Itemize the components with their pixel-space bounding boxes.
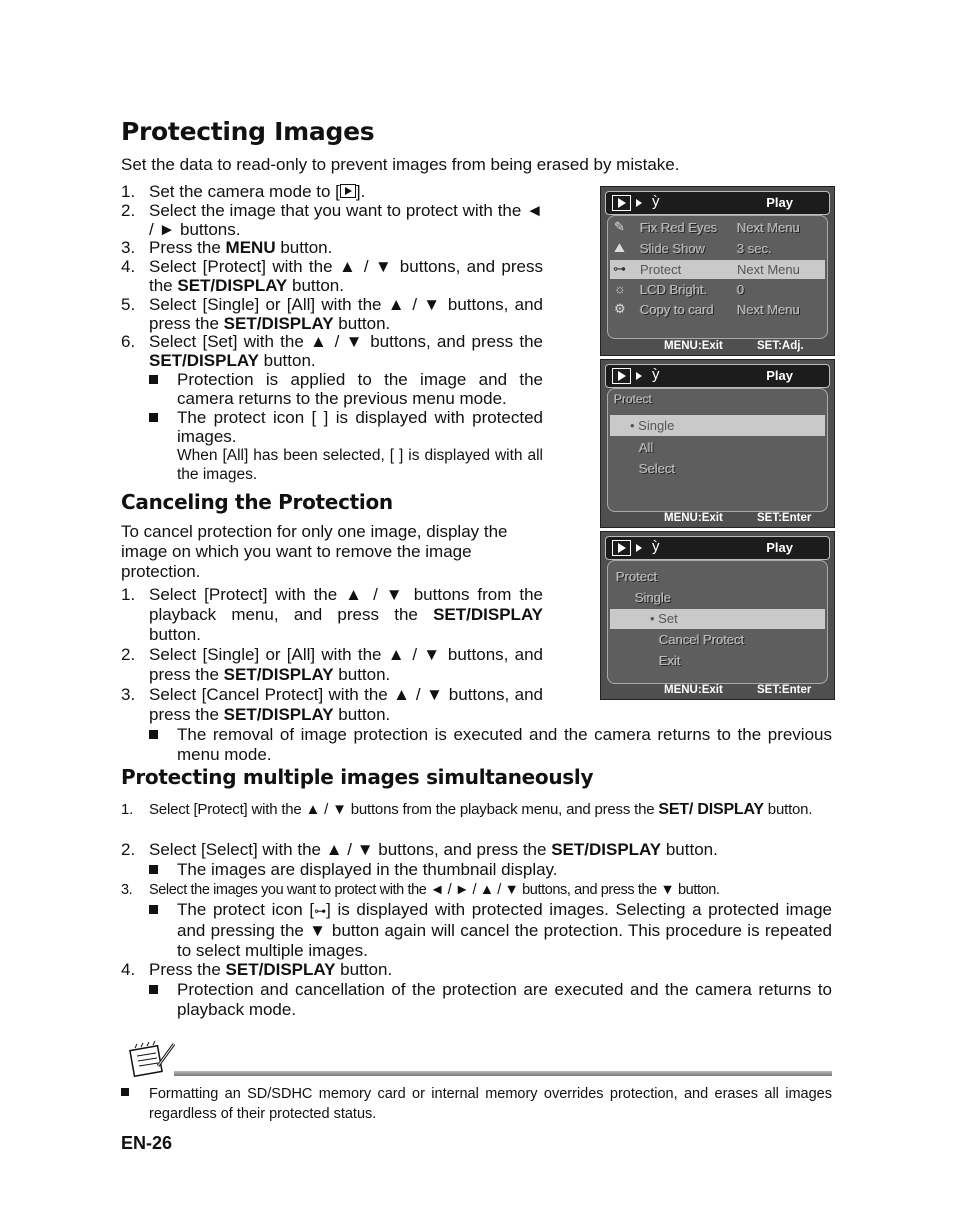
set-display-label: SET/DISPLAY [223, 314, 334, 333]
step-text-end: button. [287, 276, 344, 295]
step-number: 1. [121, 585, 136, 604]
set-display-label: SET/DISPLAY [551, 840, 662, 859]
menu-item-single: • Single [630, 418, 675, 433]
mode-label: Play [766, 540, 793, 555]
multi-step3-bullet [149, 900, 832, 960]
step-text: Select [Set] with the ▲ / ▼ buttons, and press the [149, 332, 543, 351]
menu-item-value: Next Menu [737, 262, 800, 277]
step-text-end: button. [763, 801, 813, 818]
menu-subheader: Single [635, 590, 672, 605]
step-6 [121, 332, 543, 372]
step-number: 3. [121, 238, 136, 257]
bullet-square-icon [149, 730, 158, 739]
arrow-right-icon [636, 199, 642, 207]
set-display-label: SET/ DISPLAY [658, 801, 764, 818]
playback-icon [612, 195, 631, 211]
step-text: Select [Single] or [All] with the ▲ / ▼ buttons, and press the [149, 645, 543, 684]
menu-panel [607, 215, 828, 339]
wrench-icon: ỳ [652, 538, 660, 555]
step-text: Select the image that you want to protect with the ◄ / ► buttons. [149, 201, 543, 239]
menu-item-value: 3 sec. [737, 241, 772, 256]
step-2 [121, 201, 543, 241]
footer-exit: MENU:Exit [664, 340, 723, 352]
menu-header: Protect [614, 392, 653, 406]
multi-step-4 [121, 960, 832, 980]
step-number: 5. [121, 295, 136, 314]
bullet-square-icon [149, 413, 158, 422]
step-number: 4. [121, 960, 136, 979]
bullet-square-icon [149, 375, 158, 384]
step-text-end: button. [149, 625, 201, 644]
step-text-end: button. [333, 705, 391, 724]
cancel-step-2 [121, 645, 543, 685]
note-text: When [All] has been selected, [ ] is displayed with all the images. [177, 447, 543, 483]
playback-icon [340, 184, 356, 198]
cancel-step-3 [121, 685, 543, 725]
note-text: Formatting an SD/SDHC memory card or internal memory overrides protection, and erases all images regardless of their protected status. [149, 1086, 832, 1122]
step-number: 3. [121, 685, 136, 704]
step-1 [121, 182, 543, 202]
step-text-end: button. [333, 665, 391, 684]
key-icon: ⊶ [613, 261, 626, 276]
step-text: Select [Select] with the ▲ / ▼ buttons, and press the [149, 840, 552, 859]
screen-top-bar [605, 364, 830, 388]
step-text-end: button. [335, 960, 393, 979]
set-display-label: SET/DISPLAY [433, 605, 543, 624]
menu-item-label: LCD Bright. [640, 282, 708, 297]
footer-set: SET:Enter [757, 684, 812, 696]
bullet-square-icon [149, 865, 158, 874]
note-divider [174, 1071, 832, 1076]
menu-item-value: Next Menu [737, 302, 800, 317]
step-text: Set the camera mode to [ [149, 182, 340, 201]
camera-screen-protect-menu [600, 359, 835, 528]
note-pad-icon [128, 1040, 176, 1078]
step6-bullet-1 [149, 370, 543, 410]
menu-item-label: Copy to card [640, 302, 714, 317]
step-number: 4. [121, 257, 136, 276]
menu-panel [607, 560, 828, 684]
key-icon: ⊶ [314, 904, 327, 918]
bullet-text: The protect icon [ ] is displayed with protected images. [177, 408, 543, 446]
footer-set: SET:Adj. [757, 340, 804, 352]
step-text-end: button. [258, 351, 316, 370]
set-display-label: SET/DISPLAY [223, 705, 334, 724]
set-display-label: SET/DISPLAY [225, 960, 336, 979]
wrench-icon: ỳ [652, 366, 660, 383]
step-number: 1. [121, 801, 134, 818]
menu-item-label: Protect [640, 262, 682, 277]
red-eye-icon: ✎ [614, 219, 625, 234]
arrow-right-icon [636, 372, 642, 380]
menu-item-cancel-protect: Cancel Protect [659, 632, 745, 647]
step-text: Select [Cancel Protect] with the ▲ / ▼ buttons, and press the [149, 685, 543, 724]
multi-step4-bullet [149, 980, 832, 1020]
menu-item-value: Next Menu [737, 220, 800, 235]
menu-panel [607, 388, 828, 512]
footer-exit: MENU:Exit [664, 684, 723, 696]
bullet-square-icon [149, 985, 158, 994]
copy-icon: ⚙ [614, 301, 626, 316]
multi-step-3 [121, 880, 832, 900]
bullet-text: The protect icon [ [177, 900, 315, 919]
bullet-square-icon [149, 905, 158, 914]
bullet-text: The removal of image protection is executed and the camera returns to the previous menu mode. [177, 725, 832, 764]
step-text-end: button. [661, 840, 718, 859]
footer-set: SET:Enter [757, 512, 812, 524]
multi-step2-bullet [149, 860, 832, 880]
note-bullet [121, 1084, 832, 1124]
step-5 [121, 295, 543, 335]
bullet-text: The images are displayed in the thumbnail display. [177, 860, 558, 879]
menu-item-label: Fix Red Eyes [640, 220, 718, 235]
step-text-end: button. [275, 238, 333, 257]
playback-icon [612, 540, 631, 556]
step-number: 3. [121, 882, 133, 898]
step-text: Select the images you want to protect with the ◄ / ► / ▲ / ▼ buttons, and press the ▼ button. [149, 882, 720, 898]
menu-item-value: 0 [737, 282, 745, 297]
screen-top-bar [605, 191, 830, 215]
cancel-intro: To cancel protection for only one image, display the image on which you want to remove the image protection. [121, 522, 508, 581]
arrow-right-icon [636, 544, 642, 552]
cancel-step-1 [121, 585, 543, 645]
screen-top-bar [605, 536, 830, 560]
menu-item-label: Slide Show [640, 241, 706, 256]
mode-label: Play [766, 195, 793, 210]
cancel-bullet [149, 725, 832, 765]
mode-label: Play [766, 368, 793, 383]
step-number: 2. [121, 645, 136, 664]
step-number: 1. [121, 182, 136, 201]
menu-button-label: MENU [225, 238, 276, 257]
step-text-end: button. [333, 314, 391, 333]
step-text: Select [Protect] with the ▲ / ▼ buttons from the playback menu, and press the [149, 585, 543, 624]
step-4 [121, 257, 543, 297]
page-number: EN-26 [121, 1133, 173, 1153]
step-3 [121, 238, 543, 258]
step-text: Select [Single] or [All] with the ▲ / ▼ buttons, and press the [149, 295, 543, 333]
playback-icon [612, 368, 631, 384]
multi-heading: Protecting multiple images simultaneously [121, 765, 594, 789]
step-text-end: ]. [355, 182, 366, 201]
multi-step-1 [121, 800, 832, 840]
bullet-text-end: ] is displayed with protected images. Selecting a protected image and pressing the ▼ button again will cancel the protection. This procedure is repeated to select multiple images. [177, 900, 832, 960]
menu-item-set: • Set [650, 611, 678, 626]
step-text: Press the [149, 960, 226, 979]
step-text: Select [Protect] with the ▲ / ▼ buttons from the playback menu, and press the [149, 801, 659, 818]
set-display-label: SET/DISPLAY [177, 276, 288, 295]
step-text: Press the [149, 238, 226, 257]
step-number: 6. [121, 332, 136, 351]
slideshow-icon: ⛰ [614, 240, 625, 255]
cancel-heading: Canceling the Protection [121, 490, 393, 514]
footer-exit: MENU:Exit [664, 512, 723, 524]
step-number: 2. [121, 201, 136, 220]
highlight-bar [610, 609, 825, 629]
bullet-square-icon [121, 1088, 129, 1096]
menu-item-select: Select [639, 461, 676, 476]
bullet-text: Protection and cancellation of the protection are executed and the camera returns to playback mode. [177, 980, 832, 1019]
set-display-label: SET/DISPLAY [149, 351, 259, 370]
wrench-icon: ỳ [652, 193, 660, 210]
bullet-text: Protection is applied to the image and the camera returns to the previous menu mode. [177, 370, 543, 408]
step6-note [149, 446, 543, 486]
multi-step-2 [121, 840, 832, 860]
brightness-icon: ☼ [614, 281, 626, 296]
intro-text: Set the data to read-only to prevent images from being erased by mistake. [121, 155, 680, 174]
menu-item-all: All [639, 440, 654, 455]
menu-header: Protect [616, 569, 658, 584]
step-number: 2. [121, 840, 136, 859]
camera-screen-single-menu [600, 531, 835, 700]
step-text: Select [Protect] with the ▲ / ▼ buttons, and press the [149, 257, 543, 295]
set-display-label: SET/DISPLAY [223, 665, 334, 684]
step6-bullet-2 [149, 408, 543, 448]
menu-item-exit: Exit [659, 653, 681, 668]
camera-screen-playback-menu [600, 186, 835, 356]
page-title: Protecting Images [121, 117, 375, 146]
